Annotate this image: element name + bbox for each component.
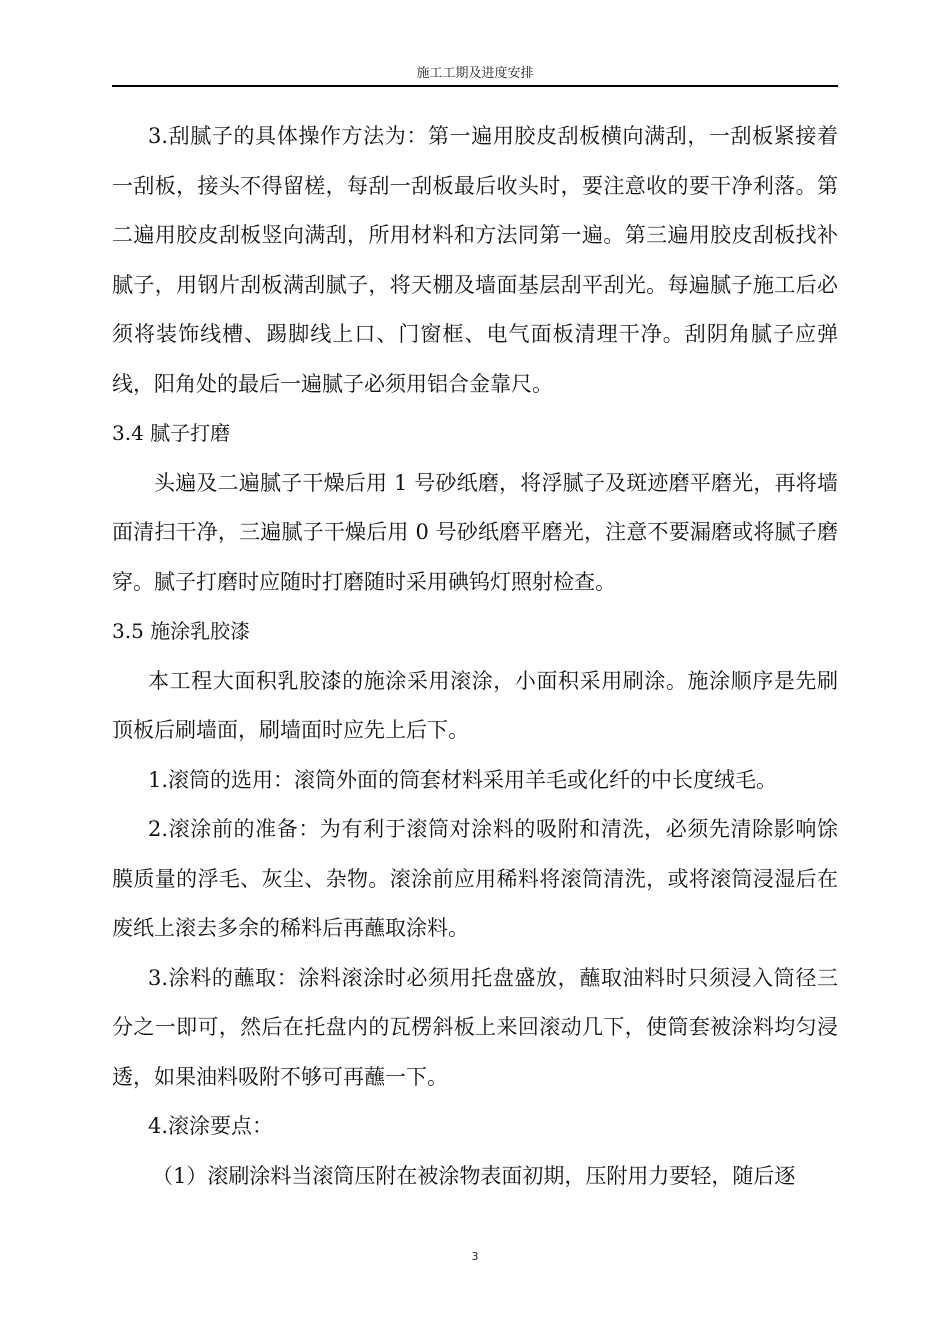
paragraph-latex-paint-intro: 本工程大面积乳胶漆的施涂采用滚涂，小面积采用刷涂。施涂顺序是先刷顶板后刷墙面，刷墙面时应先上后下。	[112, 668, 838, 742]
header-divider	[112, 85, 838, 87]
paragraph-paint-dipping: 3.涂料的蘸取：涂料滚涂时必须用托盘盛放，蘸取油料时只须浸入筒径三分之一即可，然后在托盘内的瓦楞斜板上来回滚动几下，使筒套被涂料均匀浸透，如果油料吸附不够可再蘸一下。	[112, 965, 838, 1089]
section-heading-putty-sanding: 3.4 腻子打磨	[112, 421, 231, 445]
paragraph-roller-selection: 1.滚筒的选用：滚筒外面的筒套材料采用羊毛或化纤的中长度绒毛。	[148, 767, 778, 792]
paragraph-putty-sanding: 头遍及二遍腻子干燥后用 1 号砂纸磨，将浮腻子及斑迹磨平磨光，再将墙面清扫干净，三遍腻子干燥后用 0 号砂纸磨平磨光，注意不要漏磨或将腻子磨穿。腻子打磨时应随时打磨随时采用碘钨灯照射检查。	[112, 470, 838, 594]
page-header-title: 施工工期及进度安排	[416, 66, 534, 81]
page-number: 3	[471, 1250, 479, 1263]
paragraph-rolling-preparation: 2.滚涂前的准备：为有利于滚筒对涂料的吸附和清洗，必须先清除影响馀膜质量的浮毛、灰尘、杂物。滚涂前应用稀料将滚筒清洗，或将滚筒浸湿后在废纸上滚去多余的稀料后再蘸取涂料。	[112, 817, 838, 940]
document-body	[112, 112, 838, 1201]
paragraph-putty-method: 3.刮腻子的具体操作方法为：第一遍用胶皮刮板横向满刮，一刮板紧接着一刮板，接头不得留槎，每刮一刮板最后收头时，要注意收的要干净利落。第二遍用胶皮刮板竖向满刮，所用材料和方法同第一遍。第三遍用胶皮刮板找补腻子，用钢片刮板满刮腻子，将天棚及墙面基层刮平刮光。每遍腻子施工后必须将装饰线槽、踢脚线上口、门窗框、电气面板清理干净。刮阴角腻子应弹线，阳角处的最后一遍腻子必须用铝合金靠尺。	[112, 124, 838, 396]
section-heading-latex-paint: 3.5 施涂乳胶漆	[112, 619, 251, 643]
paragraph-rolling-step-1: （1）滚刷涂料当滚筒压附在被涂物表面初期，压附用力要轻，随后逐	[152, 1163, 796, 1188]
paragraph-rolling-key-points: 4.滚涂要点：	[148, 1114, 274, 1138]
